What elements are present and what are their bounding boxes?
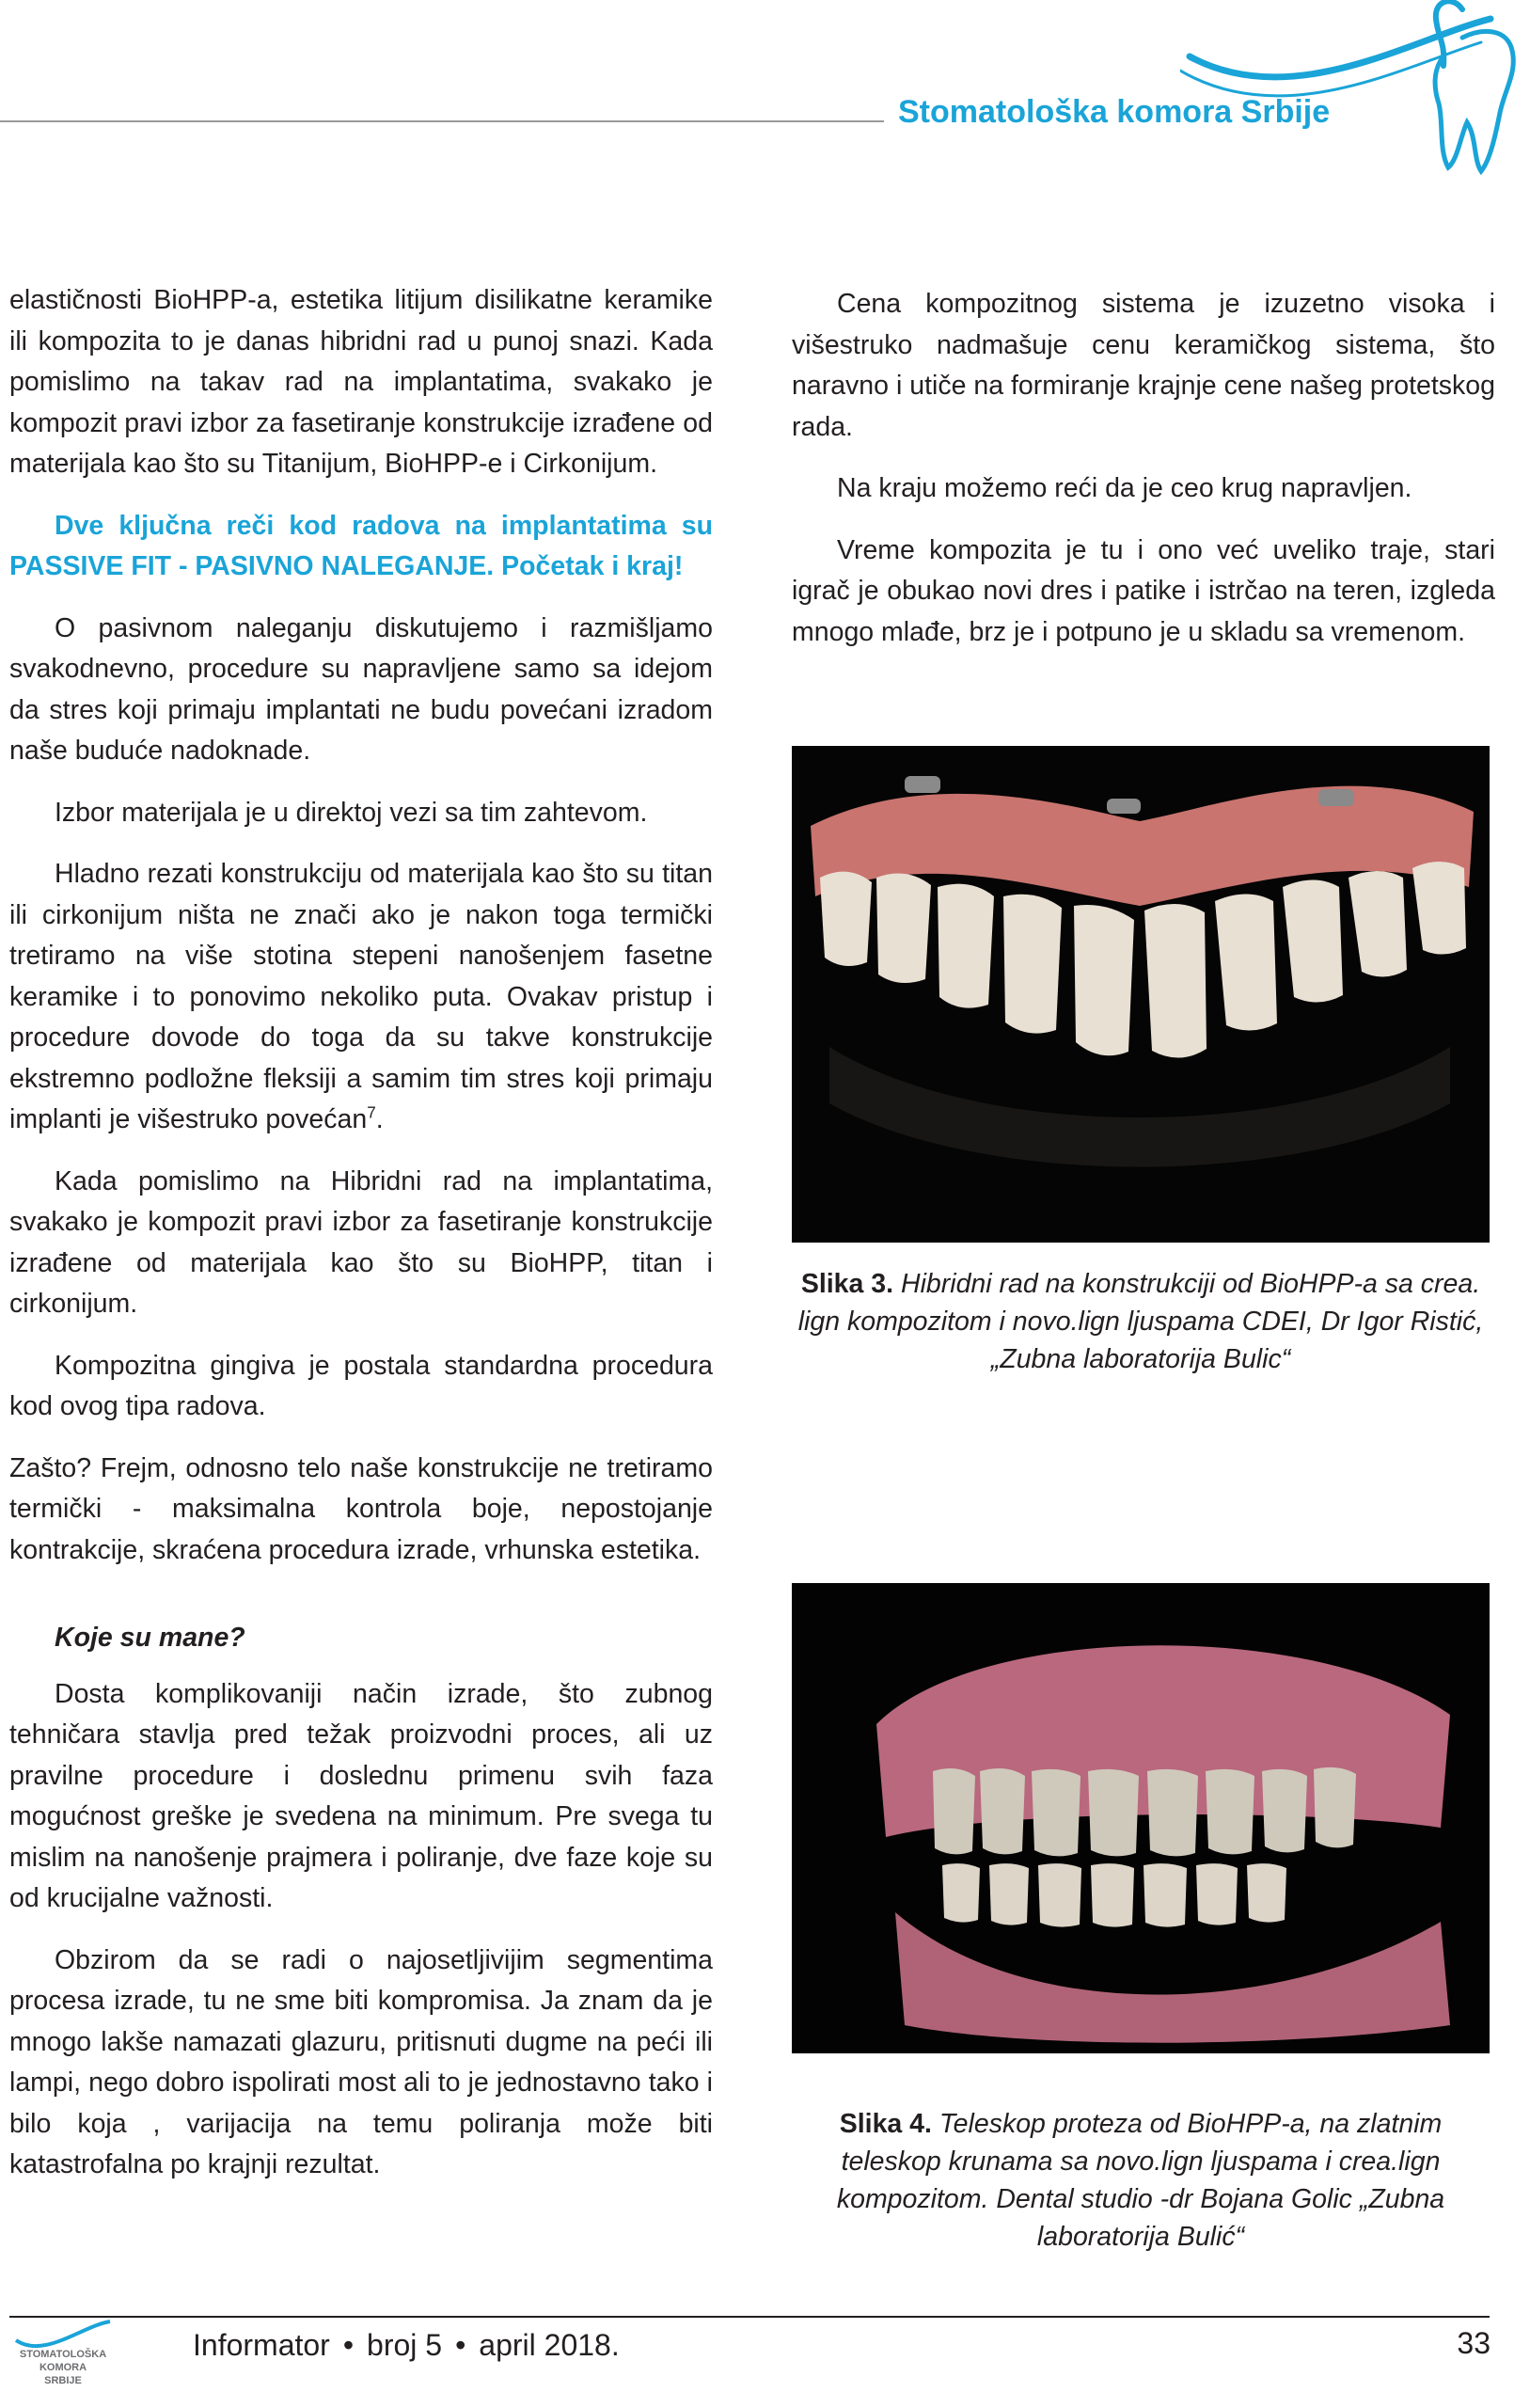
figure-3-caption <box>792 1265 1490 1378</box>
chamber-logo-icon <box>11 2303 115 2397</box>
figure-label: Slika 4. <box>839 2109 932 2139</box>
paragraph: Kada pomislimo na Hibridni rad na implantatima, svakako je kompozit pravi izbor za fasetiranje konstrukcije izrađene od materijala kao što su BioHPP, titan i cirkonijum. <box>9 1165 713 1319</box>
figure-caption-text: Hibridni rad na konstrukciji od BioHPP-a sa crea. lign kompozitom i novo.lign ljuspama CDEI, Dr Igor Ristić, „Zubna laboratorija Bulic“ <box>797 1269 1484 1374</box>
footnote-ref: 7 <box>367 1103 376 1122</box>
right-column <box>792 284 1495 673</box>
logo-text-line-1: STOMATOLOŠKA <box>19 2349 107 2360</box>
paragraph: elastičnosti BioHPP-a, estetika litijum disilikatne keramike ili kompozita to je danas hibridni rad u punoj snazi. Kada pomislimo na takav rad na implantatima, svakako je kompozit pravi izbor za fasetiranje konstrukcije izrađene od materijala kao što su Titanijum, BioHPP-e i Cirkonijum. <box>9 285 713 479</box>
publication-name: Informator <box>193 2328 330 2362</box>
figure-4-photo <box>792 1583 1490 2053</box>
footer-publication-info: Informator • broj 5 • april 2018. <box>193 2328 620 2362</box>
paragraph-end: . <box>375 1104 384 1134</box>
paragraph <box>9 854 713 1141</box>
figure-caption-text: Teleskop proteza od BioHPP-a, na zlatnim teleskop krunama sa novo.lign ljuspama i crea.lign kompozitom. Dental studio -dr Bojana Golic „Zubna laboratorija Bulić“ <box>836 2109 1445 2252</box>
figure-4-caption <box>792 2105 1490 2256</box>
left-column <box>9 280 713 2207</box>
paragraph: Na kraju možemo reći da je ceo krug napravljen. <box>837 473 1412 503</box>
figure-label: Slika 3. <box>800 1269 894 1299</box>
issue-date: april 2018. <box>479 2328 620 2362</box>
paragraph: O pasivnom naleganju diskutujemo i razmišljamo svakodnevno, procedure su napravljene samo sa idejom da stres koji primaju implantati ne budu povećani izradom naše buduće nadoknade. <box>9 612 713 766</box>
logo-text-line-2: KOMORA <box>39 2362 87 2373</box>
paragraph: Izbor materijala je u direktoj vezi sa tim zahtevom. <box>55 797 648 828</box>
paragraph: Dosta komplikovaniji način izrade, što zubnog tehničara stavlja pred težak proizvodni proces, ali uz pravilne procedure i doslednu primenu svih faza mogućnost greške je svedena na minimum. Pre svega tu mislim na nanošenje prajmera i poliranje, dve faze koje su od krucijalne važnosti. <box>9 1678 713 1913</box>
paragraph: Obzirom da se radi o najosetljivijim segmentima procesa izrade, tu ne sme biti kompromisa. Ja znam da je mnogo lakše namazati glazuru, pritisnuti dugme na peći ili lampi, nego dobro ispolirati most ali to je jednostavno tako i bilo koja , varijacija na temu poliranja može biti katastrofalna po krajnji rezultat. <box>9 1944 713 2179</box>
tooth-swoosh-icon <box>1180 0 1530 179</box>
paragraph: Vreme kompozita je tu i ono već uveliko traje, stari igrač je obukao novi dres i patike i istrčao na teren, izgleda mnogo mlađe, brz je i potpuno je u skladu sa vremenom. <box>792 534 1495 647</box>
section-heading: Koje su mane? <box>55 1623 245 1653</box>
logo-text-line-3: SRBIJE <box>44 2375 82 2386</box>
header-rule <box>0 120 884 122</box>
page-number: 33 <box>1457 2326 1491 2360</box>
highlighted-paragraph: Dve ključna reči kod radova na implantatima su PASSIVE FIT - PASIVNO NALEGANJE. Početak i kraj! <box>9 510 713 581</box>
footer-rule <box>9 2316 1490 2318</box>
paragraph-text: Hladno rezati konstrukciju od materijala kao što su titan ili cirkonijum ništa ne znači ako je nakon toga termički tretiramo na više stotina stepeni nanošenjem fasetne keramike i to ponovimo nekoliko puta. Ovakav pristup i procedure dovode do toga da su takve konstrukcije ekstremno podložne fleksiji a samim tim stres koji primaju implanti je višestruko povećan <box>9 859 713 1134</box>
issue-number: broj 5 <box>367 2328 443 2362</box>
header-title: Stomatološka komora Srbije <box>898 94 1331 130</box>
paragraph: Cena kompozitnog sistema je izuzetno visoka i višestruko nadmašuje cenu keramičkog sistema, što naravno i utiče na formiranje krajnje cene našeg protetskog rada. <box>792 289 1495 442</box>
paragraph: Kompozitna gingiva je postala standardna procedura kod ovog tipa radova. <box>9 1350 713 1421</box>
paragraph: Zašto? Frejm, odnosno telo naše konstrukcije ne tretiramo termički - maksimalna kontrola boje, nepostojanje kontrakcije, skraćena procedura izrade, vrhunska estetika. <box>9 1452 713 1565</box>
figure-3-photo <box>792 746 1490 1243</box>
